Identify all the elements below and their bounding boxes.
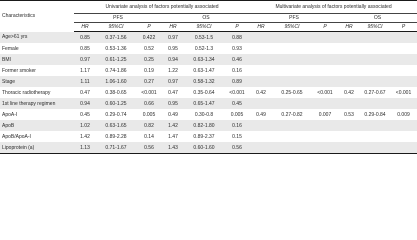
table-cell bbox=[338, 65, 360, 76]
table-cell: 0.61-1.25 bbox=[96, 54, 136, 65]
table-cell: 0.14 bbox=[144, 133, 154, 140]
table-cell: 0.53 bbox=[344, 111, 354, 118]
table-cell bbox=[390, 142, 417, 154]
table-cell: 1.13 bbox=[74, 142, 96, 154]
table-cell bbox=[312, 65, 338, 76]
table-cell bbox=[312, 131, 338, 142]
table-cell bbox=[250, 76, 272, 87]
row-label: Thoracic radiotherapy bbox=[2, 89, 51, 96]
table-cell bbox=[390, 32, 417, 44]
table-cell: 0.38-0.65 bbox=[105, 89, 127, 96]
table-row bbox=[0, 87, 417, 98]
table-cell bbox=[360, 32, 390, 44]
table-cell: 1.42 bbox=[162, 120, 184, 131]
table-cell: 0.53-1.36 bbox=[105, 45, 127, 52]
table-cell: 0.47 bbox=[168, 89, 178, 96]
characteristics-header: Characteristics bbox=[0, 1, 74, 32]
table-cell bbox=[338, 32, 360, 44]
table-row bbox=[0, 142, 417, 154]
table-cell bbox=[360, 120, 390, 131]
table-cell: 0.56 bbox=[136, 142, 162, 154]
table-cell bbox=[272, 131, 312, 142]
univariate-header: Univariate analysis of factors potentially associated bbox=[74, 1, 250, 14]
table-cell bbox=[272, 54, 312, 65]
table-cell: <0.001 bbox=[395, 89, 412, 96]
table-cell: 0.47 bbox=[80, 89, 90, 96]
table-cell: 0.009 bbox=[397, 111, 410, 118]
table-cell: 0.53-1.5 bbox=[184, 32, 224, 44]
table-cell: 0.16 bbox=[232, 67, 242, 74]
table-cell: 0.95 bbox=[162, 98, 184, 109]
table-row bbox=[0, 43, 417, 54]
table-cell bbox=[250, 54, 272, 65]
table-cell: 0.94 bbox=[162, 54, 184, 65]
table-row bbox=[0, 120, 417, 131]
table-cell: 1.22 bbox=[168, 67, 178, 74]
table-cell: 0.29-0.74 bbox=[105, 111, 127, 118]
table-cell: 0.89-2.28 bbox=[105, 133, 127, 140]
table-cell: 0.422 bbox=[136, 32, 162, 44]
table-row bbox=[0, 98, 417, 109]
table-row bbox=[0, 131, 417, 142]
row-label: ApoB/ApoA-I bbox=[2, 133, 31, 140]
table-cell: 1.42 bbox=[80, 133, 90, 140]
table-cell bbox=[338, 43, 360, 54]
univariate-pfs-header: PFS bbox=[74, 14, 162, 23]
table-cell bbox=[360, 54, 390, 65]
table-cell bbox=[272, 120, 312, 131]
table-cell: <0.001 bbox=[141, 89, 157, 96]
table-cell: 0.82 bbox=[136, 120, 162, 131]
table-cell: 0.60-1.25 bbox=[96, 98, 136, 109]
table-cell bbox=[272, 32, 312, 44]
table-cell: 0.56 bbox=[224, 142, 250, 154]
table-cell: 0.27-0.82 bbox=[281, 111, 303, 118]
table-cell: 0.95 bbox=[168, 45, 178, 52]
table-cell: 0.89-2.37 bbox=[193, 133, 215, 140]
table-cell: 0.16 bbox=[224, 120, 250, 131]
table-cell: 1.02 bbox=[74, 120, 96, 131]
table-cell: 0.85 bbox=[74, 32, 96, 44]
row-label: Stage bbox=[0, 76, 74, 87]
table-cell bbox=[312, 76, 338, 87]
table-cell: 0.94 bbox=[74, 98, 96, 109]
table-cell: 1.43 bbox=[162, 142, 184, 154]
table-cell bbox=[312, 54, 338, 65]
table-cell bbox=[338, 76, 360, 87]
table-cell: 0.46 bbox=[224, 54, 250, 65]
table-cell bbox=[272, 142, 312, 154]
table-cell: 0.42 bbox=[256, 89, 266, 96]
table-cell: 0.42 bbox=[344, 89, 354, 96]
table-cell bbox=[390, 76, 417, 87]
table-cell: 0.97 bbox=[162, 76, 184, 87]
column-subheader: 95%CI bbox=[96, 23, 136, 32]
table-cell bbox=[272, 65, 312, 76]
table-cell bbox=[250, 142, 272, 154]
table-cell bbox=[250, 98, 272, 109]
column-subheader: HR bbox=[162, 23, 184, 32]
table-cell: 0.27-0.67 bbox=[364, 89, 386, 96]
table-cell: 0.97 bbox=[74, 54, 96, 65]
row-label: BMI bbox=[0, 54, 74, 65]
row-label: Lipoprotein (a) bbox=[0, 142, 74, 154]
table-cell: 0.66 bbox=[136, 98, 162, 109]
table-row bbox=[0, 32, 417, 44]
table-cell: 0.35-0.64 bbox=[193, 89, 215, 96]
table-cell: 0.71-1.67 bbox=[96, 142, 136, 154]
row-label: 1st line therapy regimen bbox=[0, 98, 74, 109]
table-cell: 0.52-1.3 bbox=[194, 45, 214, 52]
table-cell: 0.63-1.47 bbox=[193, 67, 215, 74]
table-cell bbox=[250, 131, 272, 142]
table-cell: 1.06-1.60 bbox=[96, 76, 136, 87]
table-cell: 0.97 bbox=[162, 32, 184, 44]
row-label: ApoA-I bbox=[2, 111, 18, 118]
table-cell: 1.11 bbox=[74, 76, 96, 87]
table-cell: 0.60-1.60 bbox=[184, 142, 224, 154]
column-subheader: HR bbox=[250, 23, 272, 32]
table-cell: 0.85 bbox=[80, 45, 90, 52]
table-cell bbox=[312, 98, 338, 109]
table-cell bbox=[250, 43, 272, 54]
table-cell bbox=[360, 76, 390, 87]
table-cell: 0.58-1.32 bbox=[184, 76, 224, 87]
table-row bbox=[0, 54, 417, 65]
table-row bbox=[0, 109, 417, 120]
table-cell bbox=[360, 43, 390, 54]
table-cell: 1.47 bbox=[168, 133, 178, 140]
univariate-os-header: OS bbox=[162, 14, 250, 23]
column-subheader: P bbox=[224, 23, 250, 32]
table-cell bbox=[338, 142, 360, 154]
table-cell: 0.88 bbox=[224, 32, 250, 44]
table-cell bbox=[360, 98, 390, 109]
table-cell bbox=[338, 120, 360, 131]
table-cell bbox=[360, 142, 390, 154]
table-cell bbox=[360, 65, 390, 76]
column-subheader: HR bbox=[338, 23, 360, 32]
table-cell bbox=[312, 43, 338, 54]
table-cell: 0.52 bbox=[144, 45, 154, 52]
table-cell bbox=[250, 32, 272, 44]
table-cell: <0.001 bbox=[317, 89, 333, 96]
table-cell: 0.30-0.8 bbox=[194, 111, 214, 118]
table-cell bbox=[312, 142, 338, 154]
table-cell: 0.63-1.34 bbox=[184, 54, 224, 65]
table-cell: 0.15 bbox=[232, 133, 242, 140]
table-cell: 0.45 bbox=[80, 111, 90, 118]
table-cell bbox=[390, 65, 417, 76]
table-cell bbox=[390, 131, 417, 142]
table-cell bbox=[338, 98, 360, 109]
column-subheader: P bbox=[136, 23, 162, 32]
row-label: ApoB bbox=[0, 120, 74, 131]
row-label: Age>61 yrs bbox=[0, 32, 74, 44]
table-cell bbox=[390, 120, 417, 131]
table-cell: 0.25-0.65 bbox=[281, 89, 303, 96]
table-cell bbox=[338, 54, 360, 65]
table-cell: 0.005 bbox=[230, 111, 244, 118]
row-label: Female bbox=[2, 45, 19, 52]
table-cell: 1.17 bbox=[80, 67, 90, 74]
table-cell: 0.27 bbox=[136, 76, 162, 87]
table-row bbox=[0, 76, 417, 87]
table-cell: 0.25 bbox=[136, 54, 162, 65]
table-cell: 0.65-1.47 bbox=[184, 98, 224, 109]
table-cell: 0.82-1.80 bbox=[184, 120, 224, 131]
row-label: Former smoker bbox=[2, 67, 36, 74]
column-subheader: 95%CI bbox=[272, 23, 312, 32]
table-row bbox=[0, 65, 417, 76]
column-subheader: P bbox=[312, 23, 338, 32]
table-cell bbox=[390, 43, 417, 54]
multivariate-pfs-header: PFS bbox=[250, 14, 338, 23]
multivariate-header: Multivariate analysis of factors potentially associated bbox=[250, 1, 417, 14]
table-cell: 0.74-1.86 bbox=[105, 67, 127, 74]
table-cell bbox=[272, 98, 312, 109]
table-cell: 0.49 bbox=[256, 111, 266, 118]
table-cell bbox=[272, 76, 312, 87]
table-cell bbox=[338, 131, 360, 142]
table-cell: 0.37-1.56 bbox=[96, 32, 136, 44]
table-cell: <0.001 bbox=[229, 89, 245, 96]
table-cell bbox=[390, 98, 417, 109]
table-cell: 0.19 bbox=[144, 67, 154, 74]
table-cell: 0.29-0.84 bbox=[364, 111, 386, 118]
table-cell: 0.49 bbox=[168, 111, 178, 118]
table-cell bbox=[312, 120, 338, 131]
column-subheader: 95%CI bbox=[184, 23, 224, 32]
table-cell: 0.45 bbox=[224, 98, 250, 109]
table-cell bbox=[312, 32, 338, 44]
column-subheader: 95%CI bbox=[360, 23, 390, 32]
table-cell bbox=[360, 131, 390, 142]
table-cell: 0.93 bbox=[232, 45, 242, 52]
multivariate-os-header: OS bbox=[338, 14, 417, 23]
table-cell: 0.007 bbox=[318, 111, 332, 118]
table-cell: 0.89 bbox=[224, 76, 250, 87]
table-cell: 0.005 bbox=[142, 111, 156, 118]
column-subheader: P bbox=[390, 23, 417, 32]
table-cell bbox=[390, 54, 417, 65]
column-subheader: HR bbox=[74, 23, 96, 32]
table-cell bbox=[250, 120, 272, 131]
table-cell bbox=[250, 65, 272, 76]
table-cell bbox=[272, 43, 312, 54]
table-cell: 0.63-1.65 bbox=[96, 120, 136, 131]
